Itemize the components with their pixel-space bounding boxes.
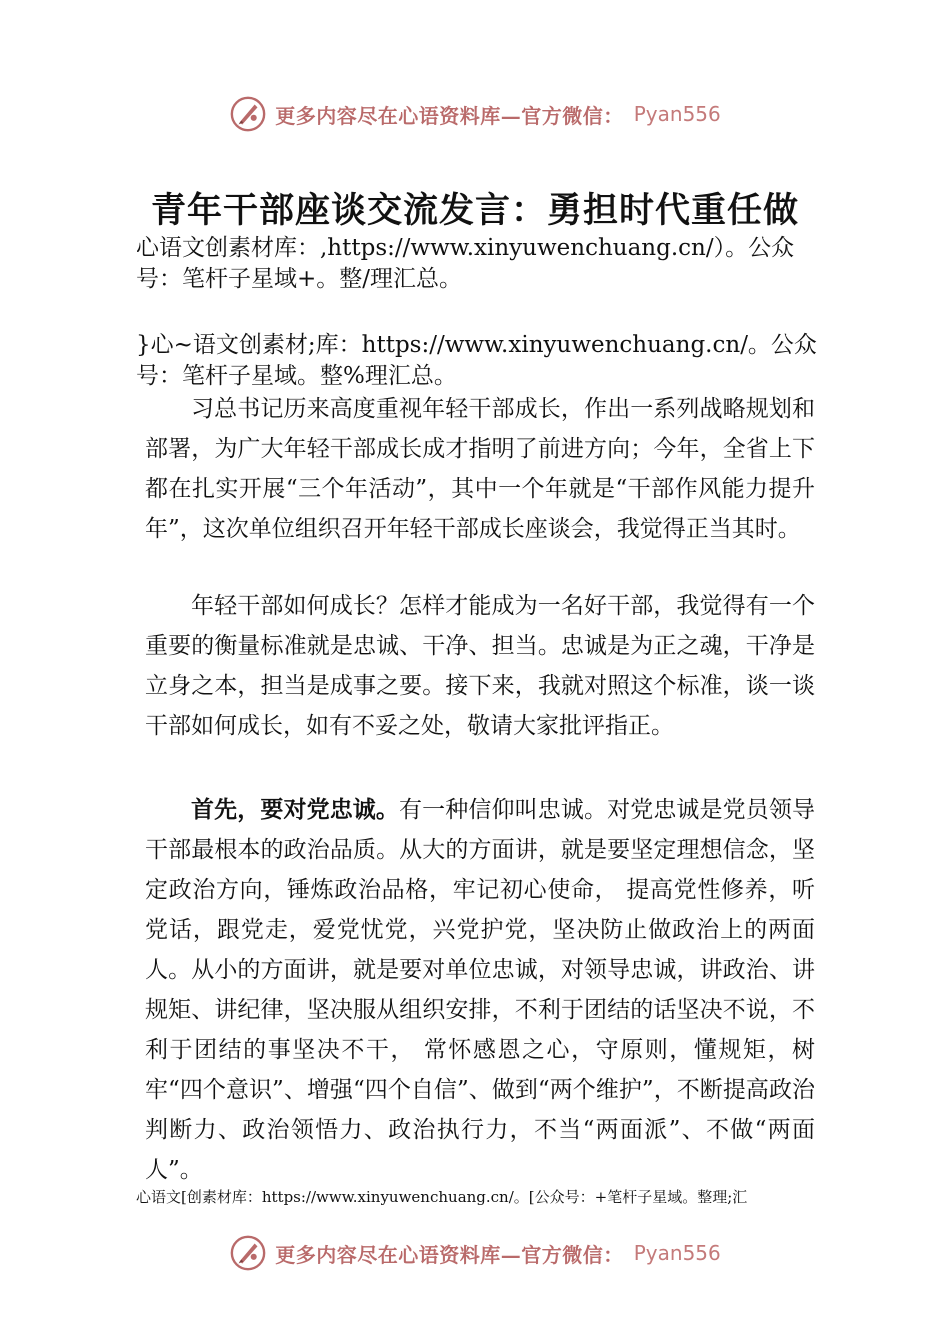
wechat-id: Pyan556 — [633, 1241, 721, 1265]
quill-logo-icon — [229, 1234, 267, 1272]
header-banner-content — [229, 95, 721, 133]
source-note-2: }心~语文创素材;库：https://www.xinyuwenchuang.cn/。公众号：笔杆子星域。整%理汇总。 — [136, 332, 817, 389]
banner-text: 更多内容尽在心语资料库—官方微信： — [275, 1242, 624, 1267]
body-paragraph-3 — [145, 790, 815, 1190]
footer-source-note: 心语文[创素材库：https://www.xinyuwenchuang.cn/。[公众号：+笔杆子星域。整理;汇 — [136, 1188, 748, 1206]
body-paragraph-1: 习总书记历来高度重视年轻干部成长，作出一系列战略规划和部署，为广大年轻干部成长成才指明了前进方向；今年，全省上下都在扎实开展“三个年活动”，其中一个年就是“干部作风能力提升年”，这次单位组织召开年轻干部成长座谈会，我觉得正当其时。 — [145, 396, 815, 542]
banner-text: 更多内容尽在心语资料库—官方微信： — [275, 103, 624, 128]
quill-logo-icon — [229, 95, 267, 133]
paragraph-3-text: 有一种信仰叫忠诚。对党忠诚是党员领导干部最根本的政治品质。从大的方面讲，就是要坚定理想信念，坚定政治方向，锤炼政治品格，牢记初心使命， 提高党性修养，听党话，跟党走，爱党忧党，兴党护党，坚决防止做政治上的两面人。从小的方面讲，就是要对单位忠诚，对领导忠诚，讲政治、讲规矩、讲纪律，坚决服从组织安排，不利于团结的话坚决不说，不利于团结的事坚决不干， 常怀感恩之心，守原则，懂规矩，树牢“四个意识”、增强“四个自信”、做到“两个维护”，不断提高政治判断力、政治领悟力、政治执行力，不当“两面派”、不做“两面人”。 — [145, 797, 816, 1183]
footer-banner-content — [229, 1234, 721, 1272]
wechat-id: Pyan556 — [633, 102, 721, 126]
footer-banner — [0, 1231, 950, 1275]
document-title: 青年干部座谈交流发言：勇担时代重任做 — [150, 190, 799, 231]
body-paragraph-2: 年轻干部如何成长？怎样才能成为一名好干部，我觉得有一个重要的衡量标准就是忠诚、干净、担当。忠诚是为正之魂，干净是立身之本，担当是成事之要。接下来，我就对照这个标准，谈一谈干部如何成长，如有不妥之处，敬请大家批评指正。 — [145, 593, 815, 739]
paragraph-3-lead: 首先，要对党忠诚。 — [191, 797, 400, 823]
source-note-1: 心语文创素材库：,https://www.xinyuwenchuang.cn/）。公众号：笔杆子星域+。整/理汇总。 — [136, 235, 795, 292]
header-banner — [0, 92, 950, 136]
